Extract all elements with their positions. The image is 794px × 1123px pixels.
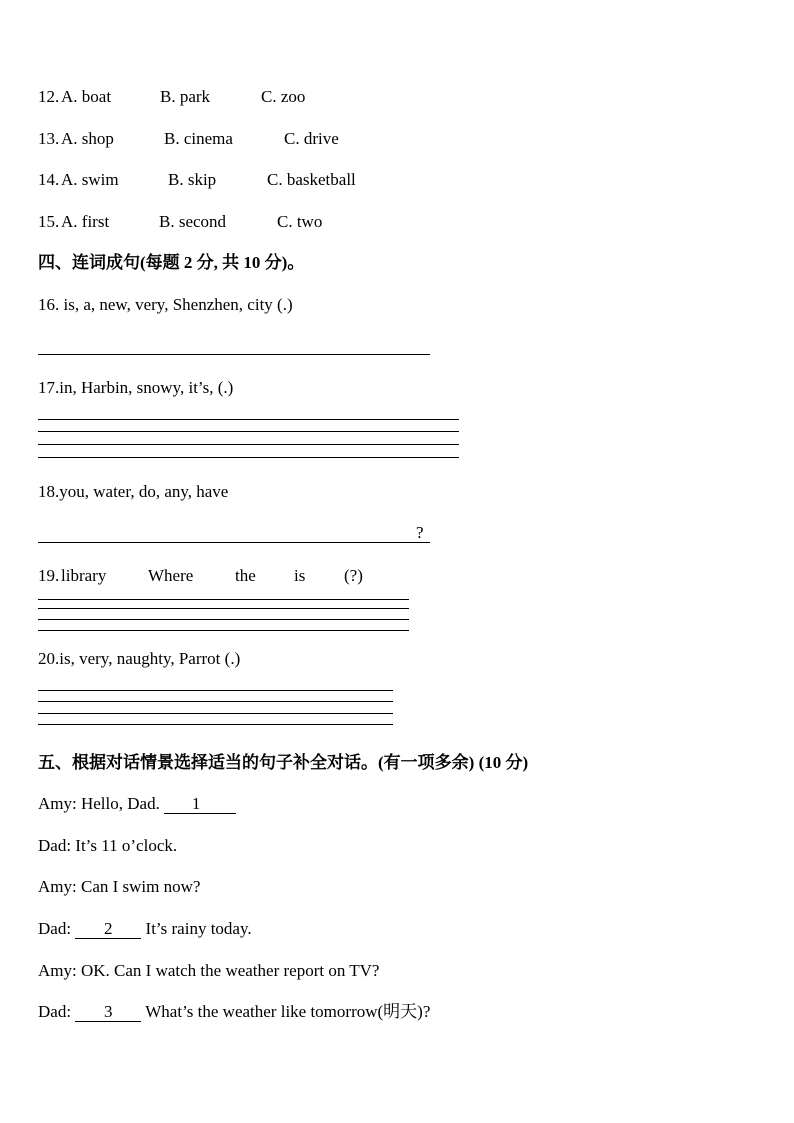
question-14 [38, 170, 538, 192]
dialogue-text: It’s 11 o’clock. [75, 836, 178, 855]
option-a: A. first [61, 212, 110, 231]
dialogue-line-5 [38, 961, 379, 981]
question-15 [38, 212, 538, 234]
question-13 [38, 129, 538, 151]
answer-line [38, 619, 409, 620]
option-c: C. zoo [261, 87, 306, 106]
answer-line [38, 690, 393, 691]
dialogue-line-6 [38, 1002, 430, 1022]
dialogue-text: What’s the weather like tomorrow(明天)? [145, 1002, 431, 1021]
option-b: B. cinema [164, 129, 233, 148]
option-b: B. second [159, 212, 227, 231]
option-c: C. two [277, 212, 323, 231]
question-18: 18.you, water, do, any, have [38, 482, 229, 501]
blank-3[interactable]: 3 [75, 1003, 141, 1022]
word: Where [148, 566, 194, 585]
answer-line [38, 431, 459, 432]
word: the [235, 566, 256, 585]
option-a: A. boat [61, 87, 112, 106]
option-b: B. skip [168, 170, 217, 189]
question-number: 14. [38, 170, 60, 189]
answer-line [38, 724, 393, 725]
option-c: C. drive [284, 129, 339, 148]
dialogue-line-3 [38, 877, 200, 897]
speaker: Amy: [38, 877, 77, 896]
answer-line [38, 419, 459, 420]
question-number: 19. [38, 566, 60, 585]
option-a: A. shop [61, 129, 114, 148]
word: library [61, 566, 107, 585]
answer-line [38, 354, 430, 355]
speaker: Amy: [38, 961, 77, 980]
dialogue-text: OK. Can I watch the weather report on TV? [80, 961, 380, 980]
blank-1[interactable]: 1 [164, 795, 236, 814]
section-4-title: 四、连词成句(每题 2 分, 共 10 分)。 [38, 253, 305, 272]
option-b: B. park [160, 87, 211, 106]
answer-line [38, 599, 409, 600]
option-a: A. swim [61, 170, 119, 189]
question-number: 15. [38, 212, 60, 231]
question-number: 13. [38, 129, 60, 148]
option-c: C. basketball [267, 170, 356, 189]
word: (?) [344, 566, 363, 585]
speaker: Dad: [38, 1002, 72, 1021]
answer-line [38, 608, 409, 609]
answer-line [38, 444, 459, 445]
question-17: 17.in, Harbin, snowy, it’s, (.) [38, 378, 234, 397]
answer-line [38, 542, 430, 543]
question-number: 12. [38, 87, 60, 106]
blank-2[interactable]: 2 [75, 920, 141, 939]
answer-line [38, 630, 409, 631]
speaker: Dad: [38, 836, 72, 855]
answer-line [38, 713, 393, 714]
question-19 [38, 566, 438, 588]
dialogue-text: It’s rainy today. [145, 919, 252, 938]
section-5-title [38, 753, 528, 773]
question-20: 20.is, very, naughty, Parrot (.) [38, 649, 241, 668]
question-12 [38, 87, 538, 109]
dialogue-line-1 [38, 794, 236, 814]
section-5-title-text: 五、根据对话情景选择适当的句子补全对话。(有一项多余) [38, 753, 475, 772]
section-5-score: (10 分) [478, 753, 529, 772]
answer-line [38, 701, 393, 702]
dialogue-line-4 [38, 919, 252, 939]
question-16: 16. is, a, new, very, Shenzhen, city (.) [38, 295, 293, 314]
answer-line [38, 457, 459, 458]
speaker: Dad: [38, 919, 72, 938]
question-mark: ? [416, 523, 424, 542]
word: is [294, 566, 306, 585]
dialogue-line-2 [38, 836, 177, 856]
speaker: Amy: [38, 794, 77, 813]
dialogue-text: Hello, Dad. [80, 794, 160, 813]
dialogue-text: Can I swim now? [80, 877, 201, 896]
